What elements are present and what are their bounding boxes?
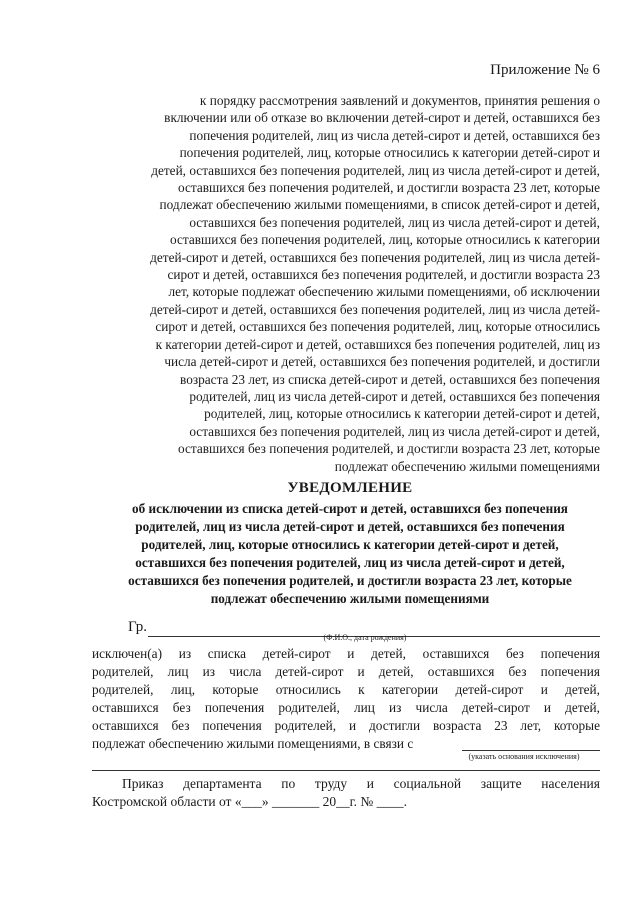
- preamble-line: оставшихся без попечения родителей, и достигли возраста 23 лет, которые: [177, 441, 600, 457]
- preamble-line: детей-сирот и детей, оставшихся без попечения родителей, лиц из числа детей-: [150, 249, 600, 265]
- preamble-line: к порядку рассмотрения заявлений и документов, принятия решения о: [199, 93, 600, 108]
- preamble-line: к категории детей-сирот и детей, оставшихся без попечения родителей, лиц из: [155, 336, 600, 352]
- preamble-line: оставшихся без попечения родителей, лиц, которые относились к категории: [169, 232, 600, 248]
- subtitle-line: подлежат обеспечению жилыми помещениями: [210, 591, 490, 606]
- body-line: подлежат обеспечению жилыми помещениями, в связи с: [92, 736, 414, 751]
- separator-line: [92, 770, 600, 771]
- citizen-hint: (Ф.И.О., дата рождения): [323, 633, 407, 642]
- notice-title: УВЕДОМЛЕНИЕ: [287, 480, 413, 496]
- subtitle-line: об исключении из списка детей-сирот и детей, оставшихся без попечения: [132, 501, 568, 516]
- preamble-line: попечения родителей, лиц из числа детей-сирот и детей, оставшихся без: [189, 127, 600, 143]
- body-line: исключен(а) из списка детей-сирот и детей, оставшихся без попечения: [92, 646, 600, 661]
- preamble-line: родителей, лиц из числа детей-сирот и детей, оставшихся без попечения: [189, 388, 600, 404]
- body-line: оставшихся без попечения родителей, и достигли возраста 23 лет, которые: [92, 718, 600, 733]
- appendix-number: Приложение № 6: [490, 62, 600, 78]
- preamble-line: сирот и детей, оставшихся без попечения родителей, и достигли возраста 23: [167, 267, 600, 283]
- body-line: родителей, лиц, которые относились к категории детей-сирот и детей,: [92, 682, 600, 697]
- preamble-line: возраста 23 лет, из списка детей-сирот и детей, оставшихся без попечения: [180, 371, 600, 387]
- preamble-line: детей-сирот и детей, оставшихся без попечения родителей, лиц из числа детей-: [150, 301, 600, 317]
- preamble-line: попечения родителей, лиц, которые относились к категории детей-сирот и: [179, 145, 600, 161]
- preamble-line: включении или об отказе во включении детей-сирот и детей, оставшихся без: [164, 110, 600, 126]
- preamble-line: оставшихся без попечения родителей, и достигли возраста 23 лет, которые: [177, 180, 600, 196]
- preamble-line: числа детей-сирот и детей, оставшихся без попечения родителей, и достигли: [164, 354, 600, 370]
- order-reference: [92, 775, 600, 811]
- notice-body: [92, 645, 600, 753]
- preamble-line: оставшихся без попечения родителей, лиц из числа детей-сирот и детей,: [189, 214, 600, 230]
- appendix-preamble: [88, 92, 600, 475]
- preamble-line: лет, которые подлежат обеспечению жилыми помещениями, об исключении: [168, 284, 600, 300]
- order-line-2: Костромской области от «___» _______ 20__г. № ____.: [92, 794, 407, 809]
- reason-hint: (указать основания исключения): [468, 752, 580, 761]
- subtitle-line: оставшихся без попечения родителей, лиц из числа детей-сирот и детей,: [135, 555, 565, 570]
- preamble-line: оставшихся без попечения родителей, лиц из числа детей-сирот и детей,: [189, 423, 600, 439]
- preamble-line: подлежат обеспечению жилыми помещениями: [334, 458, 600, 474]
- preamble-line: детей, оставшихся без попечения родителей, лиц из числа детей-сирот и детей,: [151, 162, 600, 178]
- reason-field[interactable]: [462, 750, 600, 751]
- preamble-line: сирот и детей, оставшихся без попечения родителей, лиц, которые относились: [155, 319, 600, 335]
- preamble-line: подлежат обеспечению жилыми помещениями, в список детей-сирот и детей,: [159, 197, 600, 213]
- subtitle-line: родителей, лиц из числа детей-сирот и детей, оставшихся без попечения: [135, 519, 565, 534]
- preamble-line: родителей, лиц, которые относились к категории детей-сирот и детей,: [204, 406, 600, 422]
- order-line-1: Приказ департамента по труду и социальной защите населения: [122, 776, 600, 791]
- body-line: родителей, лиц из числа детей-сирот и детей, оставшихся без попечения: [92, 664, 600, 679]
- citizen-label: Гр.: [128, 619, 147, 635]
- notice-subtitle: [80, 500, 620, 608]
- body-line: оставшихся без попечения родителей, лиц из числа детей-сирот и детей,: [92, 700, 600, 715]
- subtitle-line: родителей, лиц, которые относились к категории детей-сирот и детей,: [141, 537, 559, 552]
- subtitle-line: оставшихся без попечения родителей, и достигли возраста 23 лет, которые: [128, 573, 572, 588]
